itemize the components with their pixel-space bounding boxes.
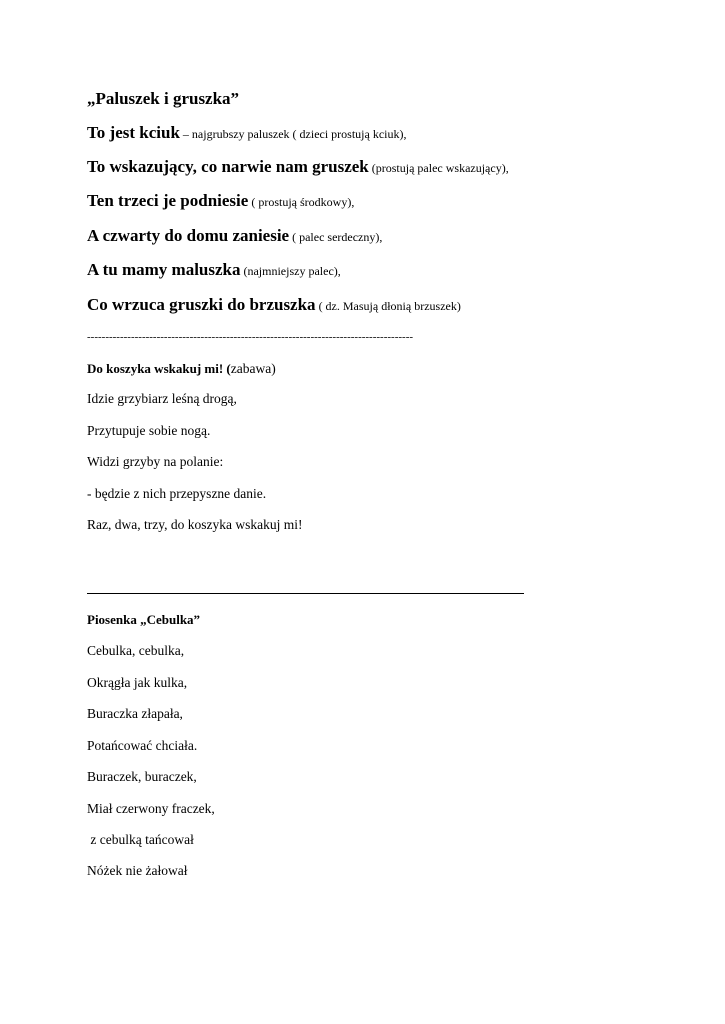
song-title: Piosenka „Cebulka”	[87, 612, 201, 627]
game-title-bold: Do koszyka wskakuj mi! (	[87, 361, 231, 376]
game-line-4: - będzie z nich przepyszne danie.	[87, 486, 267, 501]
poem-line-bold: Co wrzuca gruszki do brzuszka	[87, 295, 316, 314]
song-line-5: Buraczek, buraczek,	[87, 769, 197, 784]
poem-line-note: ( dz. Masują dłonią brzuszek)	[315, 299, 461, 313]
song-line-3: Buraczka złapała,	[87, 706, 183, 721]
poem-line-bold: To jest kciuk	[87, 123, 180, 142]
poem-line-1	[87, 124, 407, 142]
poem-line-6	[87, 296, 461, 314]
song-line-7: z cebulką tańcował	[87, 832, 194, 847]
poem-line-note: ( palec serdeczny),	[289, 230, 383, 244]
poem-line-bold: A tu mamy maluszka	[87, 260, 241, 279]
poem-line-bold: To wskazujący, co narwie nam gruszek	[87, 157, 369, 176]
song-line-4: Potańcować chciała.	[87, 738, 198, 753]
poem-line-2	[87, 158, 509, 176]
song-line-1: Cebulka, cebulka,	[87, 643, 185, 658]
poem-line-bold: A czwarty do domu zaniesie	[87, 226, 290, 245]
song-line-2: Okrągła jak kulka,	[87, 675, 188, 690]
game-line-3: Widzi grzyby na polanie:	[87, 454, 224, 469]
game-line-1: Idzie grzybiarz leśną drogą,	[87, 391, 237, 406]
dashed-separator: -----------------------------------------------------------------------------------------	[87, 331, 414, 343]
song-line-6: Miał czerwony fraczek,	[87, 801, 215, 816]
game-title	[87, 361, 276, 377]
game-title-note: zabawa)	[230, 361, 276, 376]
poem-line-bold: Ten trzeci je podniesie	[87, 191, 249, 210]
poem-line-3	[87, 192, 354, 210]
game-line-2: Przytupuje sobie nogą.	[87, 423, 211, 438]
poem-line-note: ( prostują środkowy),	[248, 195, 355, 209]
solid-separator	[87, 593, 524, 594]
poem-title: „Paluszek i gruszka”	[87, 89, 240, 108]
poem-line-note: (prostują palec wskazujący),	[368, 161, 509, 175]
poem-line-note: – najgrubszy paluszek ( dzieci prostują kciuk),	[179, 127, 407, 141]
poem-line-note: (najmniejszy palec),	[240, 264, 341, 278]
poem-line-5	[87, 261, 341, 279]
game-line-5: Raz, dwa, trzy, do koszyka wskakuj mi!	[87, 517, 303, 532]
song-line-8: Nóżek nie żałował	[87, 863, 188, 878]
poem-line-4	[87, 227, 382, 245]
